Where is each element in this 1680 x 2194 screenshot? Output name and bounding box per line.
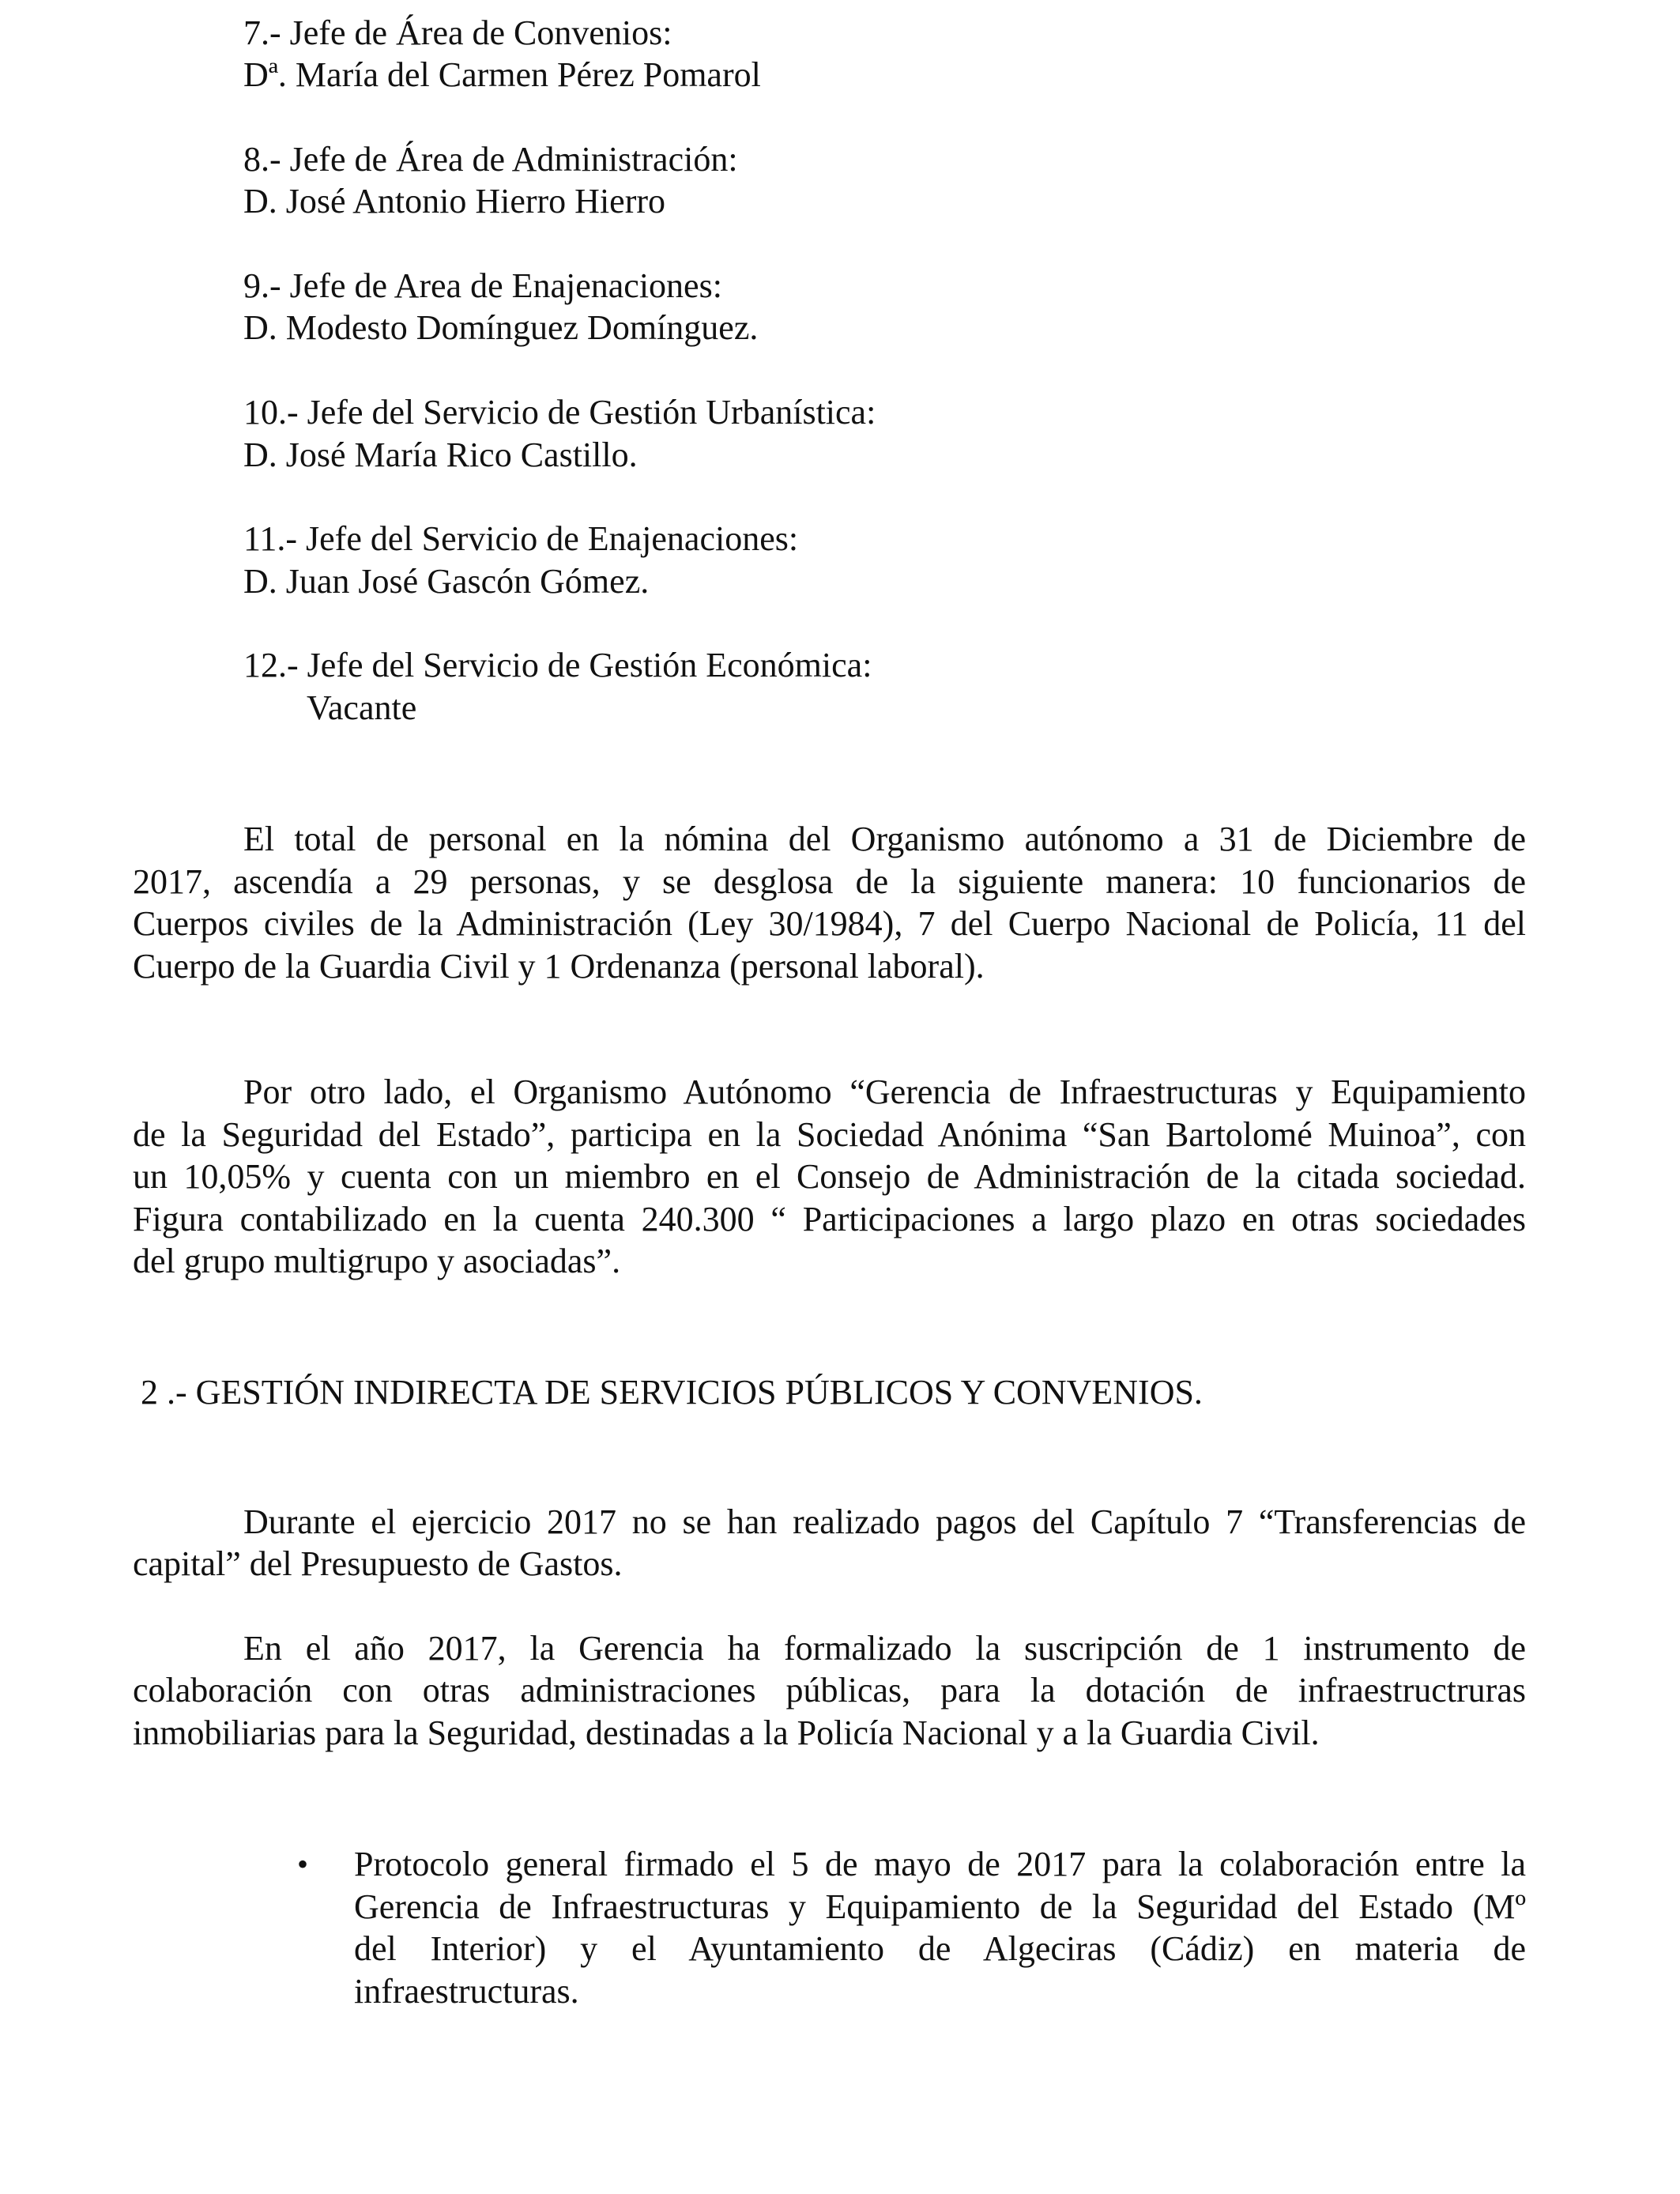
- org-item-name: D. José María Rico Castillo.: [243, 435, 638, 474]
- section-heading: 2 .- GESTIÓN INDIRECTA DE SERVICIOS PÚBLICOS Y CONVENIOS.: [141, 1373, 1203, 1412]
- org-item-title: 9.- Jefe de Area de Enajenaciones:: [243, 266, 722, 305]
- paragraph-line: El total de personal en la nómina del Organismo autónomo a 31 de Diciembre de: [243, 820, 1526, 858]
- paragraph-line: Figura contabilizado en la cuenta 240.300 “ Participaciones a largo plazo en otras sociedades: [133, 1200, 1526, 1238]
- paragraph-line: inmobiliarias para la Seguridad, destinadas a la Policía Nacional y a la Guardia Civil.: [133, 1713, 1320, 1752]
- org-item-title: 8.- Jefe de Área de Administración:: [243, 140, 738, 179]
- org-item-name: D. José Antonio Hierro Hierro: [243, 182, 666, 221]
- bullet-line: Protocolo general firmado el 5 de mayo de 2017 para la colaboración entre la: [354, 1845, 1526, 1883]
- paragraph-line: En el año 2017, la Gerencia ha formalizado la suscripción de 1 instrumento de: [243, 1629, 1526, 1668]
- paragraph-line: Cuerpo de la Guardia Civil y 1 Ordenanza (personal laboral).: [133, 947, 985, 986]
- paragraph-line: de la Seguridad del Estado”, participa en la Sociedad Anónima “San Bartolomé Muinoa”, con: [133, 1115, 1526, 1154]
- org-item-name: D. Modesto Domínguez Domínguez.: [243, 308, 759, 347]
- paragraph-line: Cuerpos civiles de la Administración (Ley 30/1984), 7 del Cuerpo Nacional de Policía, 11 del: [133, 904, 1526, 943]
- paragraph-line: Durante el ejercicio 2017 no se han realizado pagos del Capítulo 7 “Transferencias de: [243, 1502, 1526, 1541]
- bullet-marker: •: [297, 1846, 309, 1882]
- paragraph-line: del grupo multigrupo y asociadas”.: [133, 1242, 621, 1280]
- org-item-name: D. Juan José Gascón Gómez.: [243, 562, 650, 601]
- org-item-name: Vacante: [307, 688, 417, 727]
- paragraph-line: Por otro lado, el Organismo Autónomo “Gerencia de Infraestructuras y Equipamiento: [243, 1072, 1526, 1111]
- org-item-name: Dª. María del Carmen Pérez Pomarol: [243, 55, 761, 94]
- paragraph-line: un 10,05% y cuenta con un miembro en el Consejo de Administración de la citada sociedad.: [133, 1157, 1526, 1196]
- org-item-title: 7.- Jefe de Área de Convenios:: [243, 13, 672, 52]
- bullet-line: Gerencia de Infraestructuras y Equipamiento de la Seguridad del Estado (Mº: [354, 1887, 1526, 1926]
- org-item-title: 12.- Jefe del Servicio de Gestión Económica:: [243, 646, 872, 684]
- paragraph-line: 2017, ascendía a 29 personas, y se desglosa de la siguiente manera: 10 funcionarios de: [133, 862, 1526, 901]
- org-item-title: 10.- Jefe del Servicio de Gestión Urbanística:: [243, 393, 876, 432]
- bullet-line: del Interior) y el Ayuntamiento de Algeciras (Cádiz) en materia de: [354, 1929, 1526, 1968]
- paragraph-line: colaboración con otras administraciones públicas, para la dotación de infraestructruras: [133, 1671, 1526, 1710]
- paragraph-line: capital” del Presupuesto de Gastos.: [133, 1544, 623, 1583]
- org-item-title: 11.- Jefe del Servicio de Enajenaciones:: [243, 519, 799, 558]
- bullet-line: infraestructuras.: [354, 1972, 579, 2011]
